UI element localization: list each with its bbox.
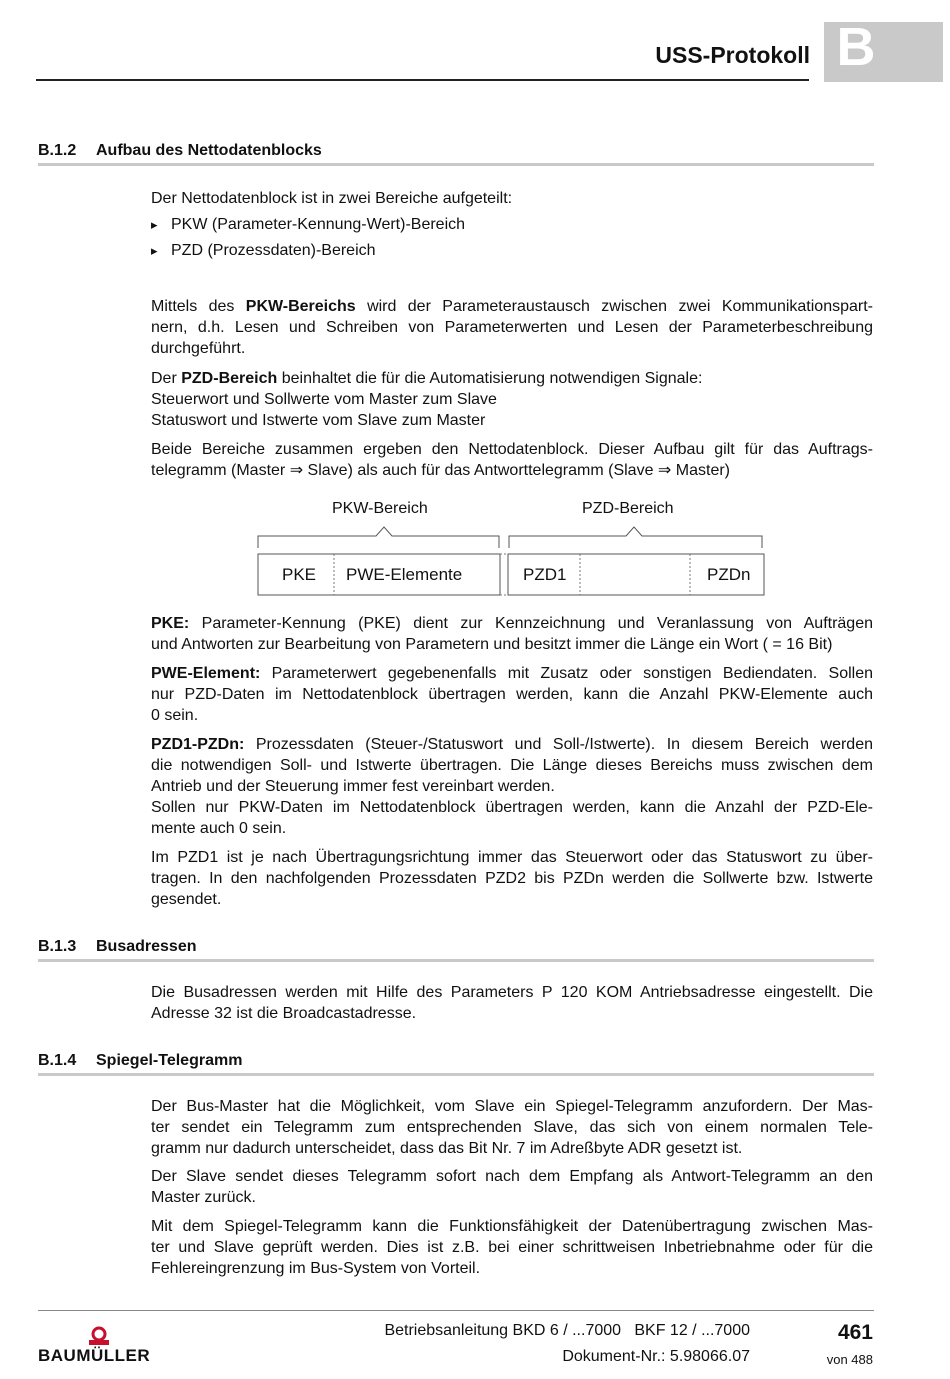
section-rule (38, 959, 874, 962)
cell-pzd1: PZD1 (523, 565, 567, 584)
definition-pke (151, 613, 873, 655)
text-line: Sollen nur PKW-Daten im Nettodatenblock übertragen werden, kann die Anzahl der PZD-Ele- (151, 799, 873, 816)
section-number: B.1.2 (38, 142, 77, 159)
text-line: und Antworten zur Bearbeitung von Parametern und besitzt immer die Länge ein Wort ( = 16 Bit) (151, 636, 833, 653)
text-line: Statuswort und Istwerte vom Slave zum Master (151, 412, 486, 429)
cell-pwe-elemente: PWE-Elemente (346, 565, 463, 584)
text-line: Der Slave sendet dieses Telegramm sofort nach dem Empfang als Antwort-Telegramm an den (151, 1168, 873, 1185)
text-line: Adresse 32 ist die Broadcastadresse. (151, 1005, 417, 1022)
section-number: B.1.4 (38, 1052, 77, 1069)
paragraph-busadressen (151, 982, 873, 1024)
text-line: Beide Bereiche zusammen ergeben den Nettodatenblock. Dieser Aufbau gilt für das Auftrags- (151, 441, 873, 458)
text-line: mente auch 0 sein. (151, 820, 287, 837)
footer-rule (38, 1310, 874, 1311)
section-title: Spiegel-Telegramm (96, 1052, 243, 1069)
text-line: ter sendet ein Telegramm zum entsprechenden Slave, das sich von einem normalen Tele- (151, 1119, 873, 1136)
text-run: Mittels des (151, 298, 246, 315)
term-pkw-bereich: PKW-Bereichs (245, 298, 356, 315)
text-line: ter und Slave geprüft werden. Dies ist z.B. bei einer schrittweisen Inbetriebnahme oder für die (151, 1239, 873, 1256)
intro-block (151, 186, 873, 264)
text-line: Mit dem Spiegel-Telegramm kann die Funktionsfähigkeit der Datenübertragung zwischen Mas- (151, 1218, 873, 1235)
header-rule (36, 79, 809, 81)
text-line: gramm nur dadurch unterscheidet, dass das Bit Nr. 7 im Adreßbyte ADR gesetzt ist. (151, 1140, 743, 1157)
text-line: gesendet. (151, 891, 222, 908)
paragraph-beide (151, 439, 873, 481)
text-line: Im PZD1 ist je nach Übertragungsrichtung immer das Steuerwort oder das Statuswort zu über- (151, 849, 873, 866)
term-pke: PKE: (151, 615, 190, 632)
section-heading-b14 (38, 1052, 874, 1072)
text-run: wird der Parameteraustausch zwischen zwei Kommunikationspart- (355, 298, 873, 315)
section-title: Busadressen (96, 938, 197, 955)
section-title: Aufbau des Nettodatenblocks (96, 142, 322, 159)
paragraph-spiegel-3 (151, 1216, 873, 1279)
text-line: 0 sein. (151, 707, 199, 724)
text-run: Prozessdaten (Steuer-/Statuswort und Soll-/Istwerte). In diesem Bereich werden (244, 736, 873, 753)
text-line: Der Bus-Master hat die Möglichkeit, vom Slave ein Spiegel-Telegramm anzufordern. Der Mas- (151, 1098, 873, 1115)
section-rule (38, 1073, 874, 1076)
footer-document-number: Dokument-Nr.: 5.98066.07 (562, 1348, 750, 1365)
paragraph-pzd1 (151, 847, 873, 910)
term-pzd1-pzdn: PZD1-PZDn: (151, 736, 245, 753)
text-line: nern, d.h. Lesen und Schreiben von Parameterwerten und Lesen der Parameterbeschreibung (151, 319, 873, 336)
cell-pke: PKE (282, 565, 317, 584)
text-line: Die Busadressen werden mit Hilfe des Parameters P 120 KOM Antriebsadresse eingestellt. Die (151, 984, 873, 1001)
text-line: tragen. In den nachfolgenden Prozessdaten PZD2 bis PZDn werden die Sollwerte bzw. Istwerte (151, 870, 873, 887)
text-line: Master zurück. (151, 1189, 256, 1206)
page-total: von 488 (826, 1352, 873, 1367)
diagram-graphics (250, 498, 770, 603)
text-run: Parameter-Kennung (PKE) dient zur Kennzeichnung und Veranlassung von Aufträgen (189, 615, 873, 632)
company-logo-text: BAUMÜLLER (38, 1346, 151, 1365)
section-heading-b12 (38, 142, 874, 162)
paragraph-spiegel-1 (151, 1096, 873, 1159)
text-line: Fehlereingrenzung im Bus-System von Vorteil. (151, 1260, 481, 1277)
text-line: telegramm (Master ⇒ Slave) als auch für das Antworttelegramm (Slave ⇒ Master) (151, 462, 730, 479)
intro-text: Der Nettodatenblock ist in zwei Bereiche aufgeteilt: (151, 190, 513, 207)
bullet-pkw: ▸ PKW (Parameter-Kennung-Wert)-Bereich (151, 212, 873, 238)
text-line: durchgeführt. (151, 340, 246, 357)
text-line: nur PZD-Daten im Nettodatenblock übertragen werden, kann die Anzahl PKW-Elemente auch (151, 686, 873, 703)
section-number: B.1.3 (38, 938, 77, 955)
chapter-letter: B (836, 17, 876, 77)
page-number: 461 (837, 1321, 873, 1344)
section-heading-b13 (38, 938, 874, 958)
pzd-bereich-label: PZD-Bereich (582, 500, 674, 517)
text-run: Der (151, 370, 182, 387)
text-run: beinhaltet die für die Automatisierung notwendigen Signale: (277, 370, 703, 387)
text-line: Steuerwort und Sollwerte vom Master zum Slave (151, 391, 497, 408)
pkw-bereich-label: PKW-Bereich (332, 500, 428, 517)
section-rule (38, 163, 874, 166)
text-line: die notwendigen Soll- und Istwerte übertragen. Die Länge dieses Bereichs muss zwischen dem (151, 757, 873, 774)
cell-pzdn: PZDn (707, 565, 751, 584)
baumueller-logo-icon (86, 1326, 112, 1346)
term-pzd-bereich: PZD-Bereich (181, 370, 278, 387)
text-line: Antrieb und der Steuerung immer fest vereinbart werden. (151, 778, 555, 795)
text-run: Parameterwert gegebenenfalls mit Zusatz oder sonstigen Bediendaten. Sollen (260, 665, 873, 682)
paragraph-pkw (151, 296, 873, 359)
footer-manual-title: Betriebsanleitung BKD 6 / ...7000 BKF 12 / ...7000 (384, 1322, 750, 1339)
page-header-title: USS-Protokoll (655, 42, 810, 68)
definition-pwe (151, 663, 873, 726)
bullet-pzd: ▸ PZD (Prozessdaten)-Bereich (151, 238, 873, 264)
paragraph-spiegel-2 (151, 1166, 873, 1208)
term-pwe-element: PWE-Element: (151, 665, 261, 682)
nettodatenblock-diagram (250, 498, 770, 603)
paragraph-pzd (151, 368, 873, 431)
definition-pzd (151, 734, 873, 839)
